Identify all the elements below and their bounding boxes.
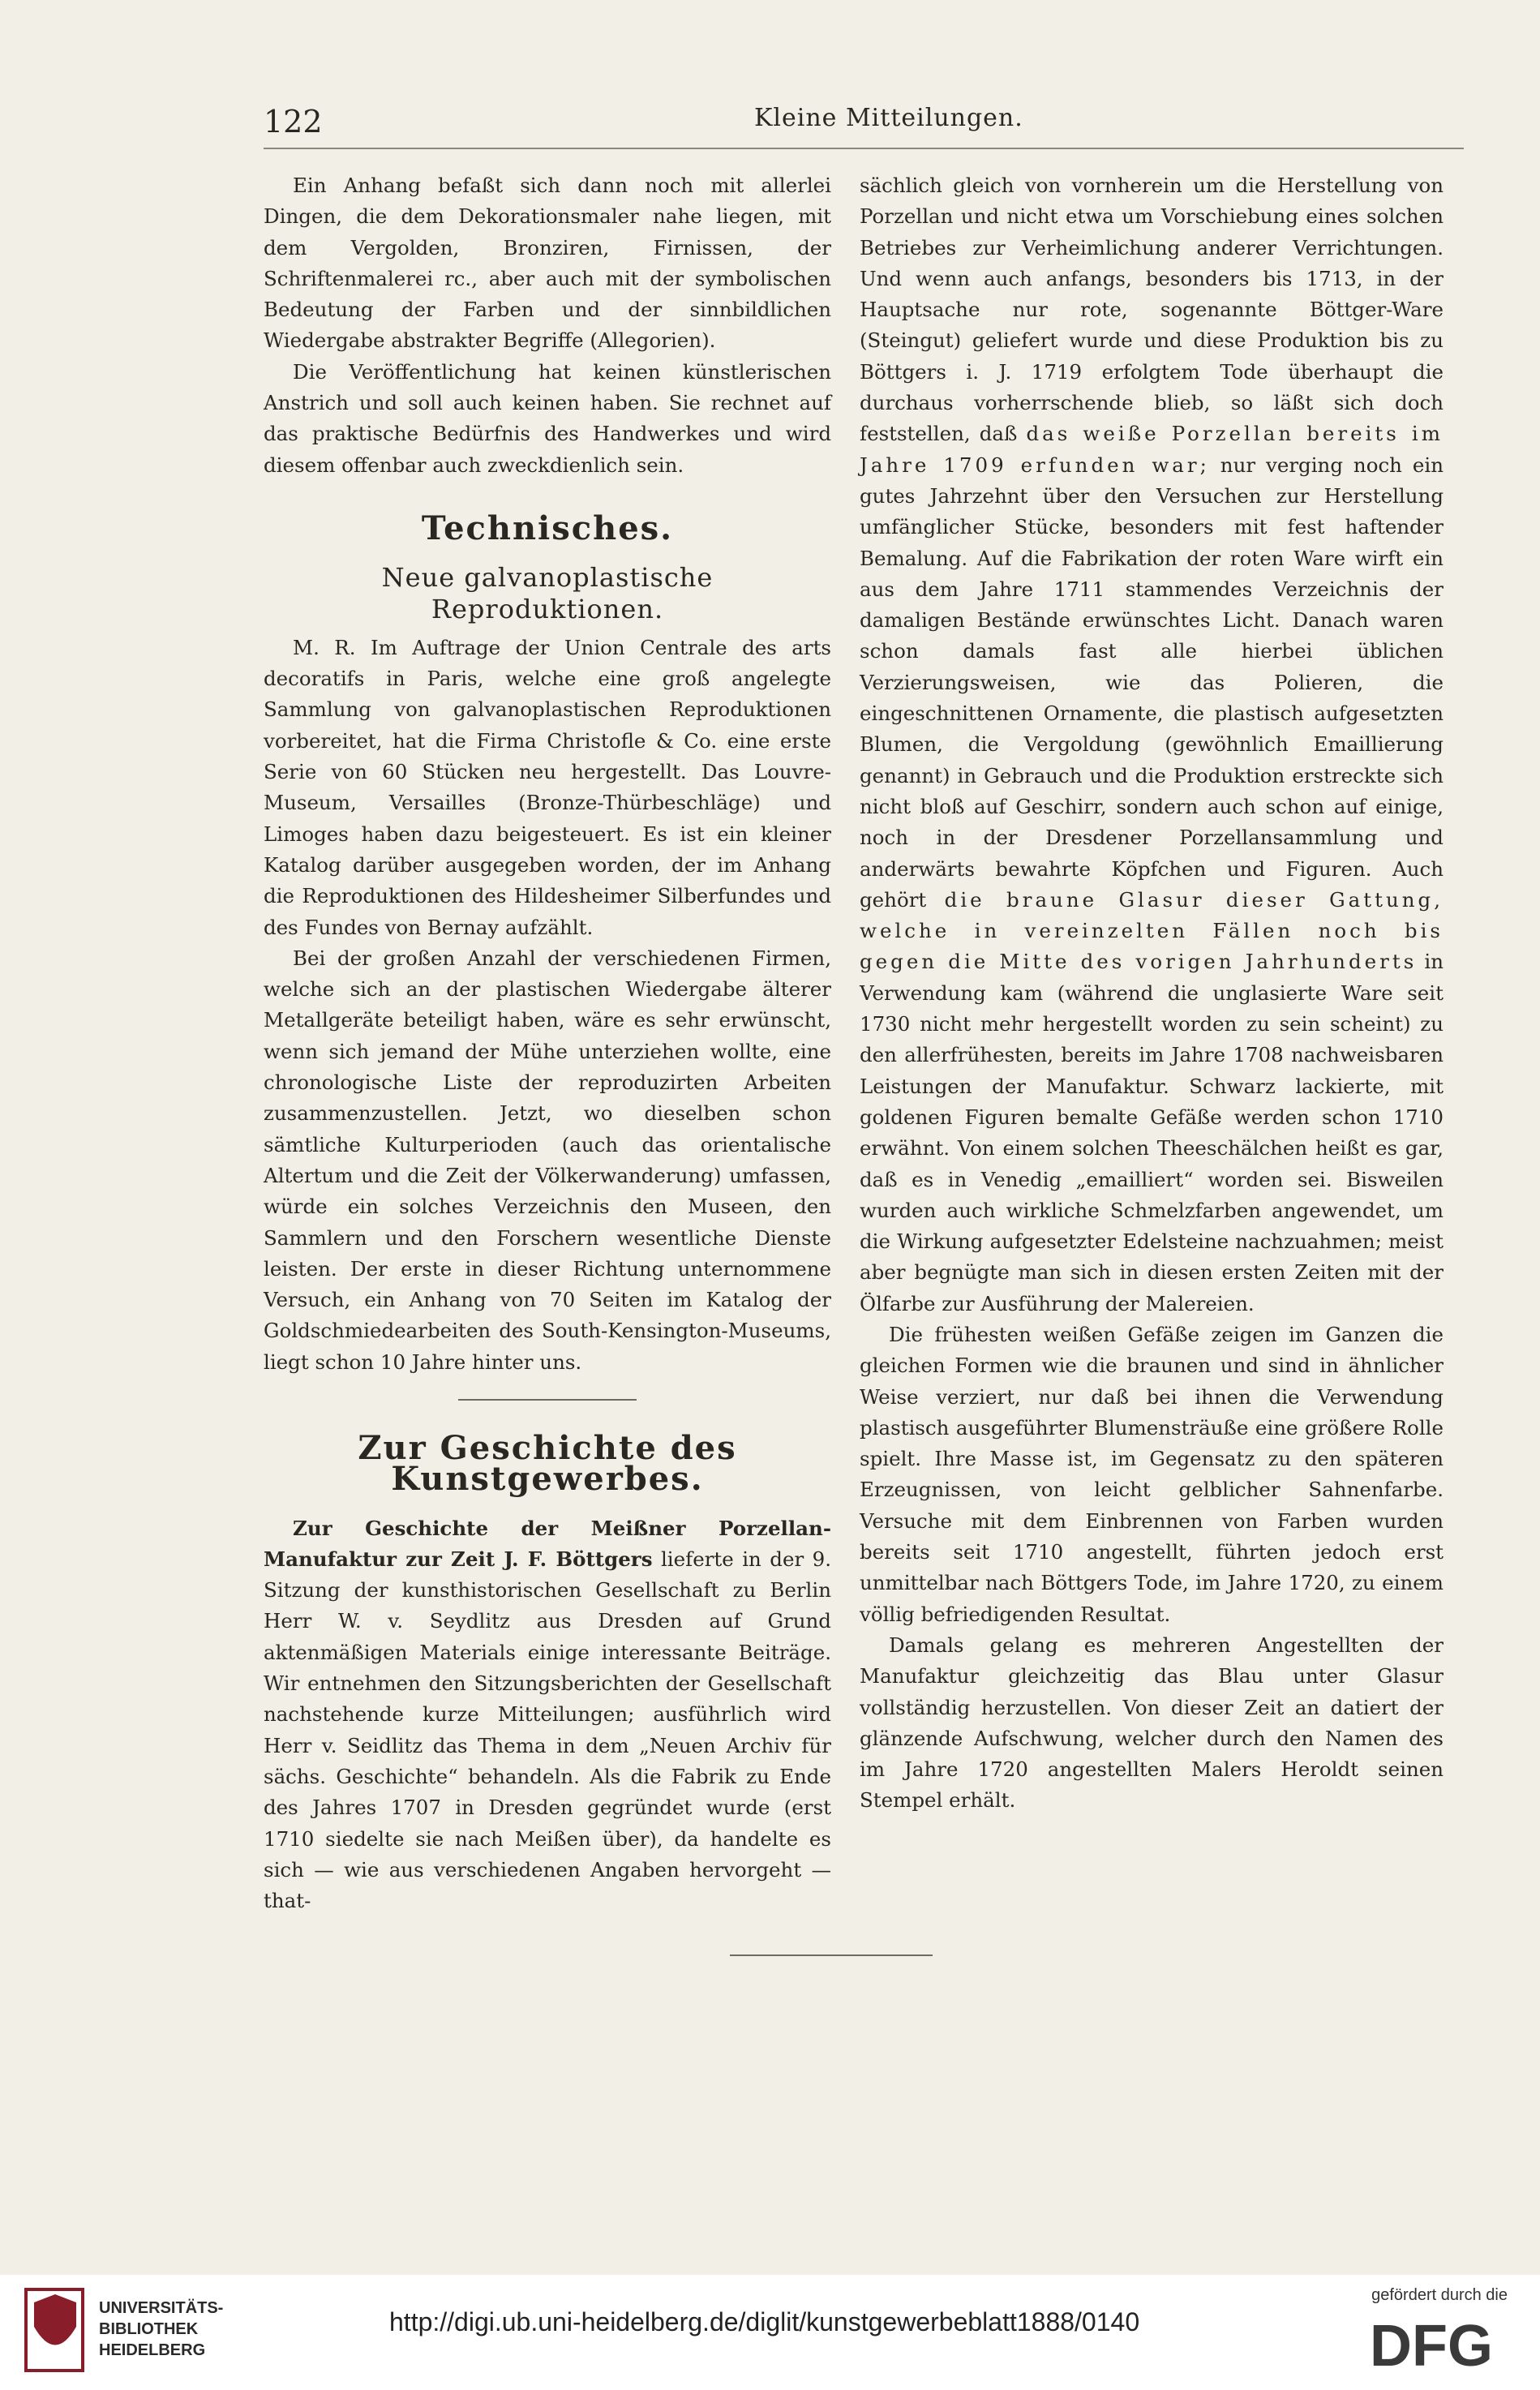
lead-heading: Zur Geschichte der Meißner Porzellan-Manufaktur zur Zeit J. F. Böttgers: [264, 1516, 831, 1571]
right-paragraph-1-a: sächlich gleich von vornherein um die Herstellung von Porzellan und nicht etwa um Vorschiebung eines solchen Betriebes zur Verheimlichung anderer Verrichtungen. Und wenn auch anfangs, besonders bis 1713, in der Hauptsache nur rote, sogenannte Böttger-Ware (Steingut) geliefert wurde und diese Produktion bis zu Böttgers i. J. 1719 erfolgtem Tode überhaupt die durchaus vorherrschende blieb, so läßt sich doch feststellen, daß: [860, 174, 1443, 446]
dfg-logo: [1362, 2311, 1508, 2375]
library-name-line: UNIVERSITÄTS-: [99, 2299, 224, 2317]
library-seal-icon: [23, 2286, 88, 2375]
library-name-line: HEIDELBERG: [99, 2341, 206, 2359]
left-paragraph-5-text: lieferte in der 9. Sitzung der kunsthistorischen Gesellschaft zu Berlin Herr W. v. Seydlitz aus Dresden auf Grund aktenmäßigen Materials einige interessante Beiträge. Wir entnehmen den Sitzungsberichten der Gesellschaft nachstehende kurze Mitteilungen; ausführlich wird Herr v. Seidlitz das Thema in dem „Neuen Archiv für sächs. Geschichte“ behandeln. Als die Fabrik zu Ende des Jahres 1707 in Dresden gegründet wurde (erst 1710 siedelte sie nach Meißen über), da handelte es sich — wie aus verschiedenen Angaben hervorgeht — that-: [264, 1547, 831, 1913]
left-column: [264, 170, 831, 1916]
right-paragraph-1-c: nur verging noch ein gutes Jahrzehnt über den Versuchen zur Herstellung umfänglicher Stücke, besonders mit fest haftender Bemalung. Auf die Fabrikation der roten Ware wirft ein aus dem Jahre 1711 stammendes Verzeichnis der damaligen Bestände erwünschtes Licht. Danach waren schon damals fast alle hierbei üblichen Verzierungsweisen, wie das Polieren, die eingeschnittenen Ornamente, die plastisch aufgesetzten Blumen, die Vergoldung (gewöhnlich Emaillierung genannt) in Gebrauch und die Produktion erstreckte sich nicht bloß auf Geschirr, sondern auch schon auf einige, noch in der Dresdener Porzellansammlung und anderwärts bewahrte Köpfchen und Figuren. Auch gehört: [860, 453, 1443, 912]
left-paragraph-2: Die Veröffentlichung hat keinen künstlerischen Anstrich und soll auch keinen haben. Sie rechnet auf das praktische Bedürfnis des Handwerkes und wird diesem offenbar auch zweckdienlich sein.: [264, 359, 831, 477]
header-rule: [264, 148, 1464, 149]
library-name-line: BIBLIOTHEK: [99, 2320, 199, 2338]
right-paragraph-3: Damals gelang es mehreren Angestellten der Manufaktur gleichzeitig das Blau unter Glasur vollständig herzustellen. Von dieser Zeit an datiert der glänzende Aufschwung, welcher durch den Namen des im Jahre 1720 angestellten Malers Heroldt seinen Stempel erhält.: [860, 1633, 1443, 1813]
section-title-technisches: Technisches.: [421, 508, 674, 547]
section-title-kunstgewerbe: Zur Geschichte des Kunstgewerbes.: [358, 1428, 737, 1499]
footer-bar: [0, 2275, 1540, 2390]
right-paragraph-1-e: in Verwendung kam (während die unglasierte Ware seit 1730 nicht mehr hergestellt worden zu sein scheint) zu den allerfrühesten, bereits im Jahre 1708 nachweisbaren Leistungen der Manufaktur. Schwarz lackierte, mit goldenen Figuren bemalte Gefäße werden schon 1710 erwähnt. Von einem solchen Theeschälchen heißt es gar, daß es in Venedig „emailliert“ worden sei. Bisweilen wurden auch wirkliche Schmelzfarben angewendet, um die Wirkung aufgesetzter Edelsteine nachzuahmen; meist aber begnügte man sich in diesen ersten Zeiten mit der Ölfarbe zur Ausführung der Malereien.: [860, 950, 1443, 1315]
dfg-logo-text: DFG: [1370, 2314, 1493, 2375]
running-head: Kleine Mitteilungen.: [754, 104, 1023, 132]
section-separator: [458, 1399, 637, 1401]
right-column: [860, 170, 1443, 1817]
emphasis-spaced: das weiße Porzellan bereits im Jahre 1709 erfunden war;: [860, 422, 1443, 477]
emphasis-spaced: die braune Glasur dieser Gattung, welche in vereinzelten Fällen noch bis gegen die Mitte des vorigen Jahrhunderts: [860, 887, 1443, 974]
left-paragraph-1: Ein Anhang befaßt sich dann noch mit allerlei Dingen, die dem Dekorationsmaler nahe liegen, mit dem Vergolden, Bronziren, Firnissen, der Schriftenmalerei rc., aber auch mit der symbolischen Bedeutung der Farben und der sinnbildlichen Wiedergabe abstrakter Begriffe (Allegorien).: [264, 174, 831, 353]
library-name: [99, 2298, 223, 2361]
right-paragraph-1: [860, 170, 1443, 1319]
right-paragraph-2: Die frühesten weißen Gefäße zeigen im Ganzen die gleichen Formen wie die braunen und sind in ähnlicher Weise verziert, nur daß bei ihnen die Verwendung plastisch ausgeführter Blumensträuße eine größere Rolle spielt. Ihre Masse ist, im Gegensatz zu den späteren Erzeugnissen, von leicht gelblicher Sahnenfarbe. Versuche mit dem Einbrennen von Farben wurden bereits seit 1710 angestellt, führten jedoch erst unmittelbar nach Böttgers Tode, im Jahre 1720, zu einem völlig befriedigenden Resultat.: [860, 1322, 1443, 1626]
source-url-link[interactable]: http://digi.ub.uni-heidelberg.de/diglit/kunstgewerbeblatt1888/0140: [389, 2307, 1140, 2336]
end-rule: [730, 1954, 933, 1956]
funding-credit: gefördert durch die: [1371, 2286, 1508, 2304]
left-paragraph-4: Bei der großen Anzahl der verschiedenen Firmen, welche sich an der plastischen Wiedergabe älterer Metallgeräte beteiligt haben, wäre es sehr erwünscht, wenn sich jemand der Mühe unterziehen wollte, eine chronologische Liste der reproduzirten Arbeiten zusammenzustellen. Jetzt, wo dieselben schon sämtliche Kulturperioden (auch das orientalische Altertum und die Zeit der Völkerwanderung) umfassen, würde ein solches Verzeichnis den Museen, den Sammlern und den Forschern wesentliche Dienste leisten. Der erste in dieser Richtung unternommene Versuch, ein Anhang von 70 Seiten im Katalog der Goldschmiedearbeiten des South-Kensington-Museums, liegt schon 10 Jahre hinter uns.: [264, 946, 831, 1374]
left-paragraph-5: [264, 1513, 831, 1917]
page-number: 122: [264, 104, 323, 139]
left-paragraph-3: M. R. Im Auftrage der Union Centrale des arts decoratifs in Paris, welche eine groß angelegte Sammlung von galvanoplastischen Reproduktionen vorbereitet, hat die Firma Christofle & Co. eine erste Serie von 60 Stücken neu hergestellt. Das Louvre-Museum, Versailles (Bronze-Thürbeschläge) und Limoges haben dazu beigesteuert. Es ist ein kleiner Katalog darüber ausgegeben worden, der im Anhang die Reproduktionen des Hildesheimer Silberfundes und des Fundes von Bernay aufzählt.: [264, 635, 831, 939]
section-subtitle-galvanoplastik: Neue galvanoplastische Reproduktionen.: [381, 562, 714, 624]
